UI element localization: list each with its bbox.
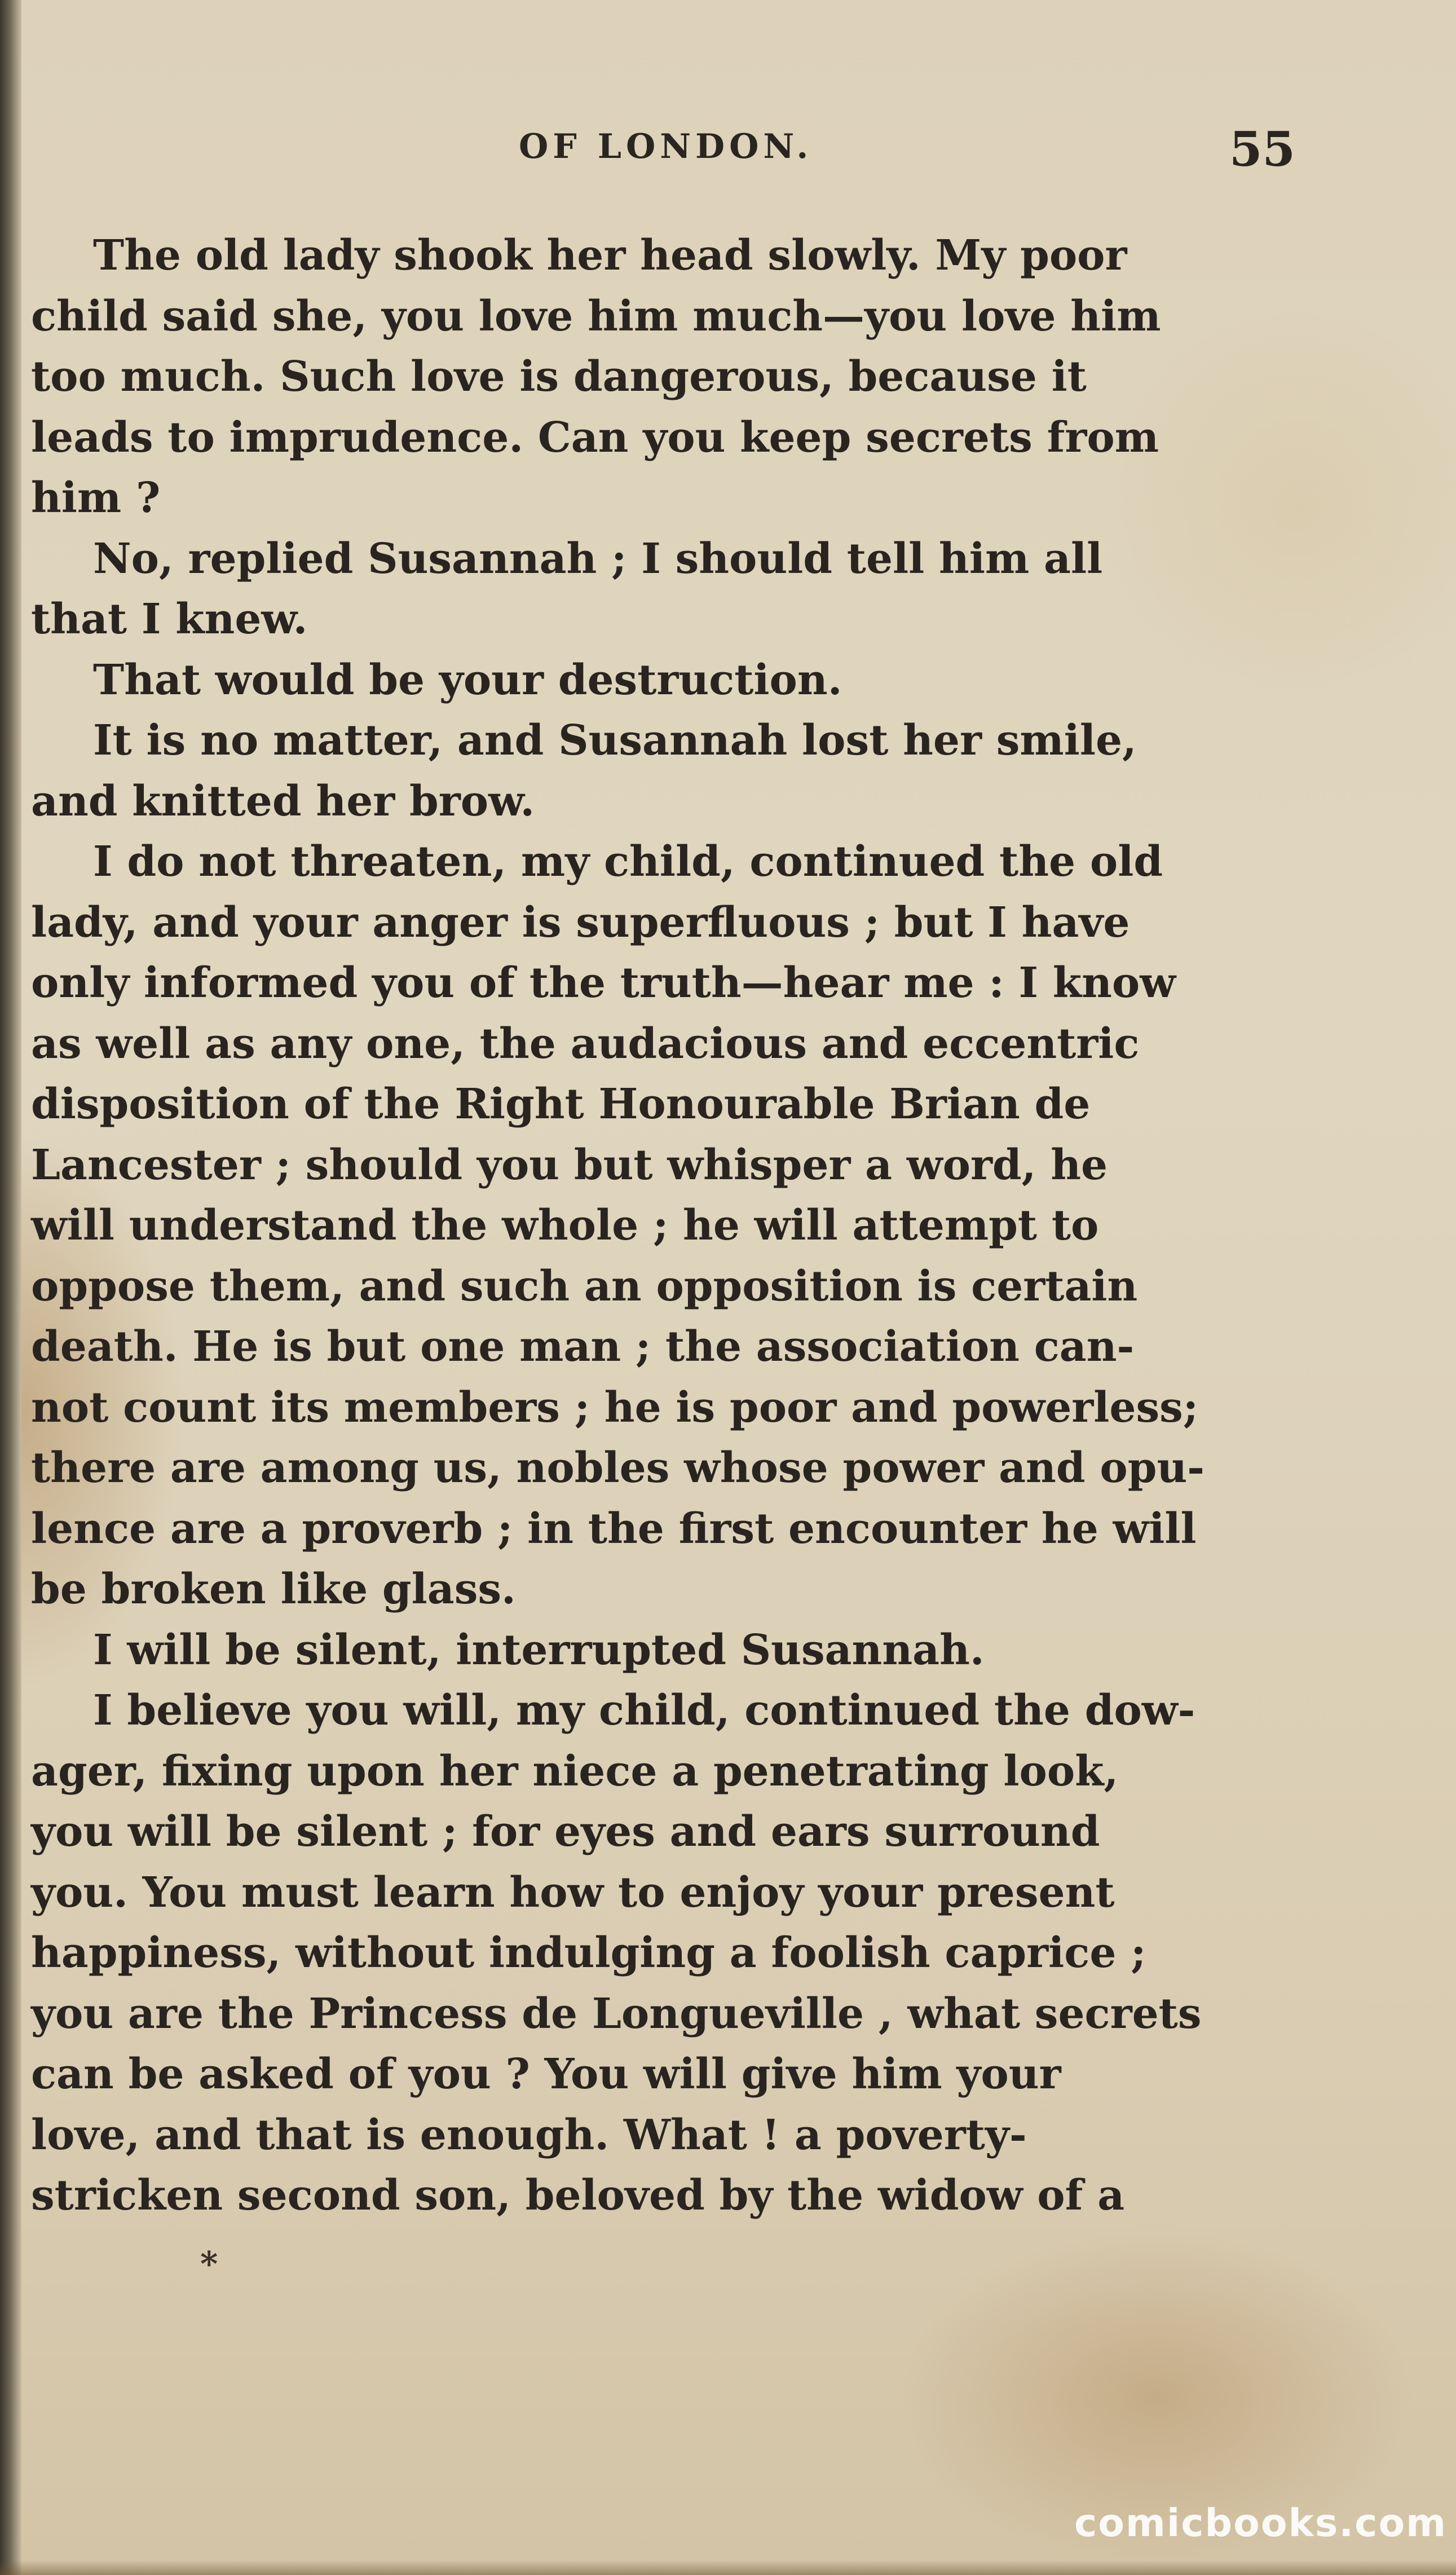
page-number: 55 xyxy=(1229,121,1295,177)
page-bottom-edge xyxy=(0,2560,1456,2575)
page-header xyxy=(0,121,1456,183)
paragraph: I do not threaten, my child, continued the old lady, and your anger is superfluous ; but I have only informed you of the truth—hear me : I know as well as any one, the audacious and eccentric disposition of the Right Honourable Brian de Lancester ; should you but whisper a word, he will understand the whole ; he will attempt to oppose them, and such an opposition is certain death. He is but one man ; the association can- not count its members ; he is poor and powerless; there are among us, nobles whose power and opu- lence are a proverb ; in the first encounter he will be broken like glass. xyxy=(31,837,1204,1613)
paragraph: It is no matter, and Susannah lost her smile, and knitted her brow. xyxy=(31,716,1137,826)
paragraph: The old lady shook her head slowly. My poor child said she, you love him much—you love him too much. Such love is dangerous, because it leads to imprudence. Can you keep secrets from him ? xyxy=(31,231,1161,522)
paragraph: I believe you will, my child, continued the dow- ager, fixing upon her niece a penetrating look, you will be silent ; for eyes and ears surround you. You must learn how to enjoy your present happiness, without indulging a foolish caprice ; you are the Princess de Longueville , what secrets can be asked of you ? You will give him your love, and that is enough. What ! a poverty- stricken second son, beloved by the widow of a xyxy=(31,1686,1202,2220)
paragraph: That would be your destruction. xyxy=(93,655,842,704)
paragraph: No, replied Susannah ; I should tell him all that I knew. xyxy=(31,534,1103,643)
paragraph: I will be silent, interrupted Susannah. xyxy=(93,1625,985,1674)
running-title: OF LONDON. xyxy=(519,127,813,166)
printer-mark: * xyxy=(200,2245,218,2284)
body-text xyxy=(31,226,1294,2226)
book-spine xyxy=(0,0,21,2575)
watermark: comicbooks.com xyxy=(1074,2501,1448,2546)
